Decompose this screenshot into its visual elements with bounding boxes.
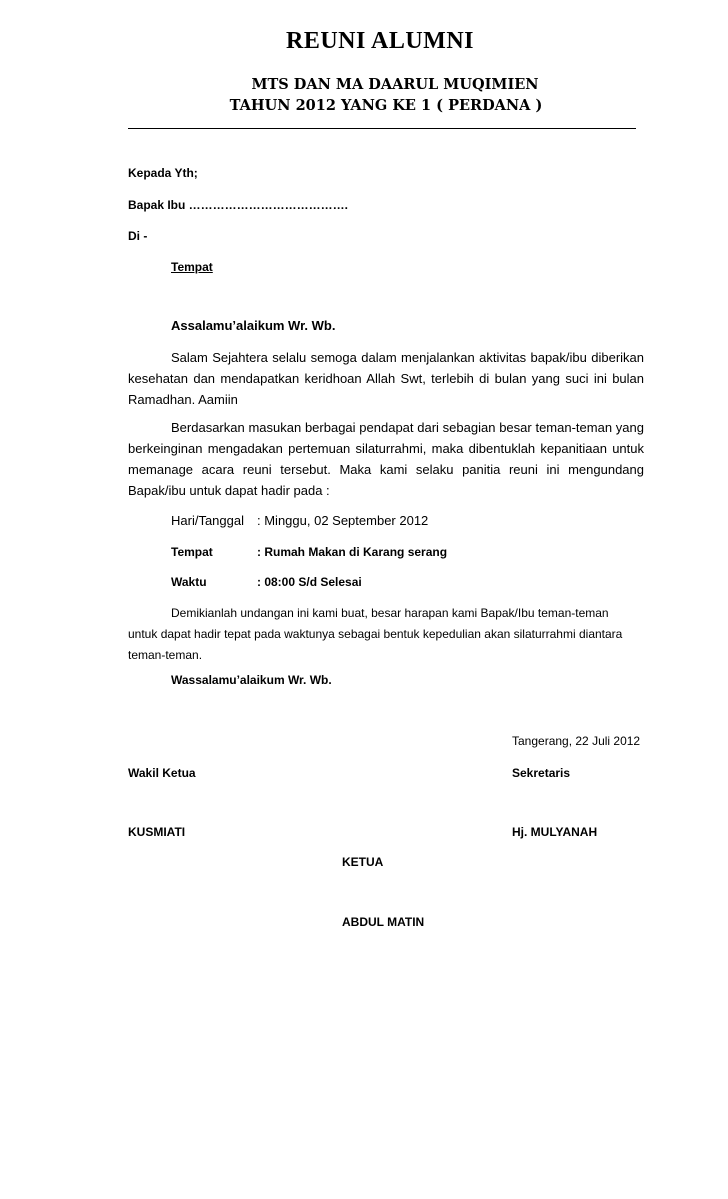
address-di: Di -	[128, 229, 148, 243]
paragraph-closing: Demikianlah undangan ini kami buat, besar harapan kami Bapak/Ibu teman-teman untuk dapat hadir tepat pada waktunya sebagai bentuk kepedulian akan silaturrahmi diantara teman-teman.	[128, 606, 623, 662]
paragraph-invitation: Berdasarkan masukan berbagai pendapat dari sebagian besar teman-teman yang berkeinginan mengadakan pertemuan silaturrahmi, maka dibentuklah kepanitiaan untuk memanage acara reuni tersebut. Maka kami selaku panitia reuni ini mengundang Bapak/ibu untuk dapat hadir pada :	[128, 420, 644, 498]
event-place-label: Tempat	[171, 545, 213, 559]
event-date-value: : Minggu, 02 September 2012	[257, 513, 429, 528]
event-place-value: : Rumah Makan di Karang serang	[257, 545, 448, 559]
event-time-value: : 08:00 S/d Selesai	[257, 575, 362, 589]
signature-left-name: KUSMIATI	[128, 825, 186, 839]
signature-center-title: KETUA	[342, 855, 384, 869]
event-place-row	[171, 545, 447, 559]
event-time-label: Waktu	[171, 575, 207, 589]
event-time-row	[171, 575, 362, 589]
signature-left-title: Wakil Ketua	[128, 766, 196, 780]
signature-right-title: Sekretaris	[512, 766, 571, 780]
opening-greeting: Assalamu’alaikum Wr. Wb.	[171, 318, 336, 333]
signature-place-date: Tangerang, 22 Juli 2012	[512, 734, 641, 748]
letter-subtitle-year: TAHUN 2012 YANG KE 1 ( PERDANA )	[229, 97, 543, 114]
address-to: Kepada Yth;	[128, 166, 198, 180]
letter-title: REUNI ALUMNI	[285, 28, 474, 54]
signature-center-name: ABDUL MATIN	[342, 915, 425, 929]
paragraph-opening: Salam Sejahtera selalu semoga dalam menjalankan aktivitas bapak/ibu diberikan kesehatan dan mendapatkan keridhoan Allah Swt, terlebih di bulan yang suci ini bulan Ramadhan. Aamiin	[128, 350, 644, 407]
letter-subtitle-school: MTS DAN MA DAARUL MUQIMIEN	[251, 76, 539, 93]
signature-right-name: Hj. MULYANAH	[512, 825, 598, 839]
header-divider	[128, 128, 636, 129]
address-recipient: Bapak Ibu ………………………………….	[128, 198, 349, 212]
event-date-row	[171, 513, 428, 528]
event-date-label: Hari/Tanggal	[171, 513, 244, 528]
closing-greeting: Wassalamu’alaikum Wr. Wb.	[171, 673, 332, 687]
address-place: Tempat	[171, 260, 213, 274]
